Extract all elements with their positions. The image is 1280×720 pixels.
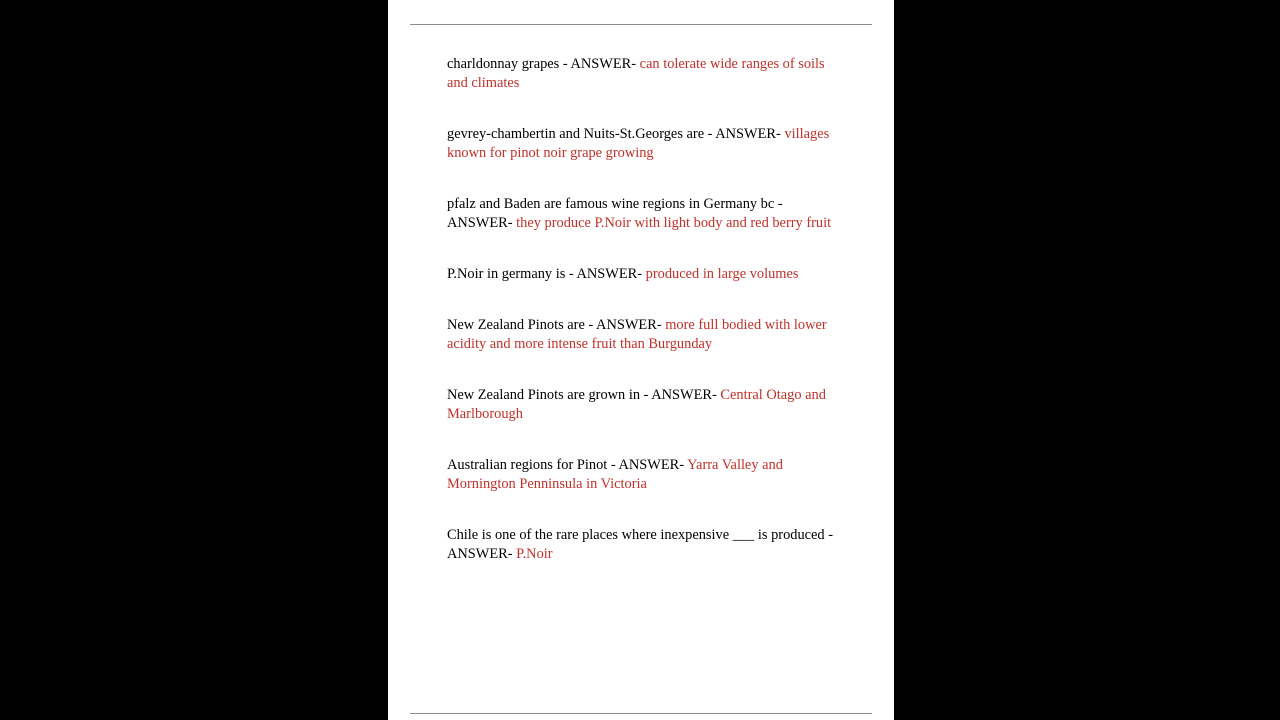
question-text: Chile is one of the rare places where inexpensive ___ is produced - ANSWER- [447,527,834,562]
page-header-rule [410,24,872,25]
answer-text: P.Noir [516,546,553,562]
qa-block [447,125,835,163]
answer-text: Yarra Valley and Mornington Penninsula in Victoria [447,457,783,492]
qa-block [447,316,835,354]
answer-text: more full bodied with lower acidity and more intense fruit than Burgunday [447,317,827,352]
qa-block [447,265,835,284]
answer-text: produced in large volumes [645,266,799,282]
qa-block [447,456,835,494]
qa-block [447,195,835,233]
question-text: pfalz and Baden are famous wine regions in Germany bc - ANSWER- [447,196,783,231]
qa-list [447,55,835,564]
answer-text: they produce P.Noir with light body and red berry fruit [516,215,832,231]
answer-text: Central Otago and Marlborough [447,387,826,422]
question-text: New Zealand Pinots are grown in - ANSWER- [447,387,717,403]
question-text: charldonnay grapes - ANSWER- [447,56,637,72]
page-footer-rule [410,713,872,714]
qa-block [447,526,835,564]
qa-block [447,55,835,93]
question-text: New Zealand Pinots are - ANSWER- [447,317,662,333]
answer-text: villages known for pinot noir grape growing [447,126,830,161]
document-page [388,0,894,720]
answer-text: can tolerate wide ranges of soils and climates [447,56,825,91]
question-text: P.Noir in germany is - ANSWER- [447,266,643,282]
qa-block [447,386,835,424]
question-text: gevrey-chambertin and Nuits-St.Georges are - ANSWER- [447,126,781,142]
question-text: Australian regions for Pinot - ANSWER- [447,457,685,473]
